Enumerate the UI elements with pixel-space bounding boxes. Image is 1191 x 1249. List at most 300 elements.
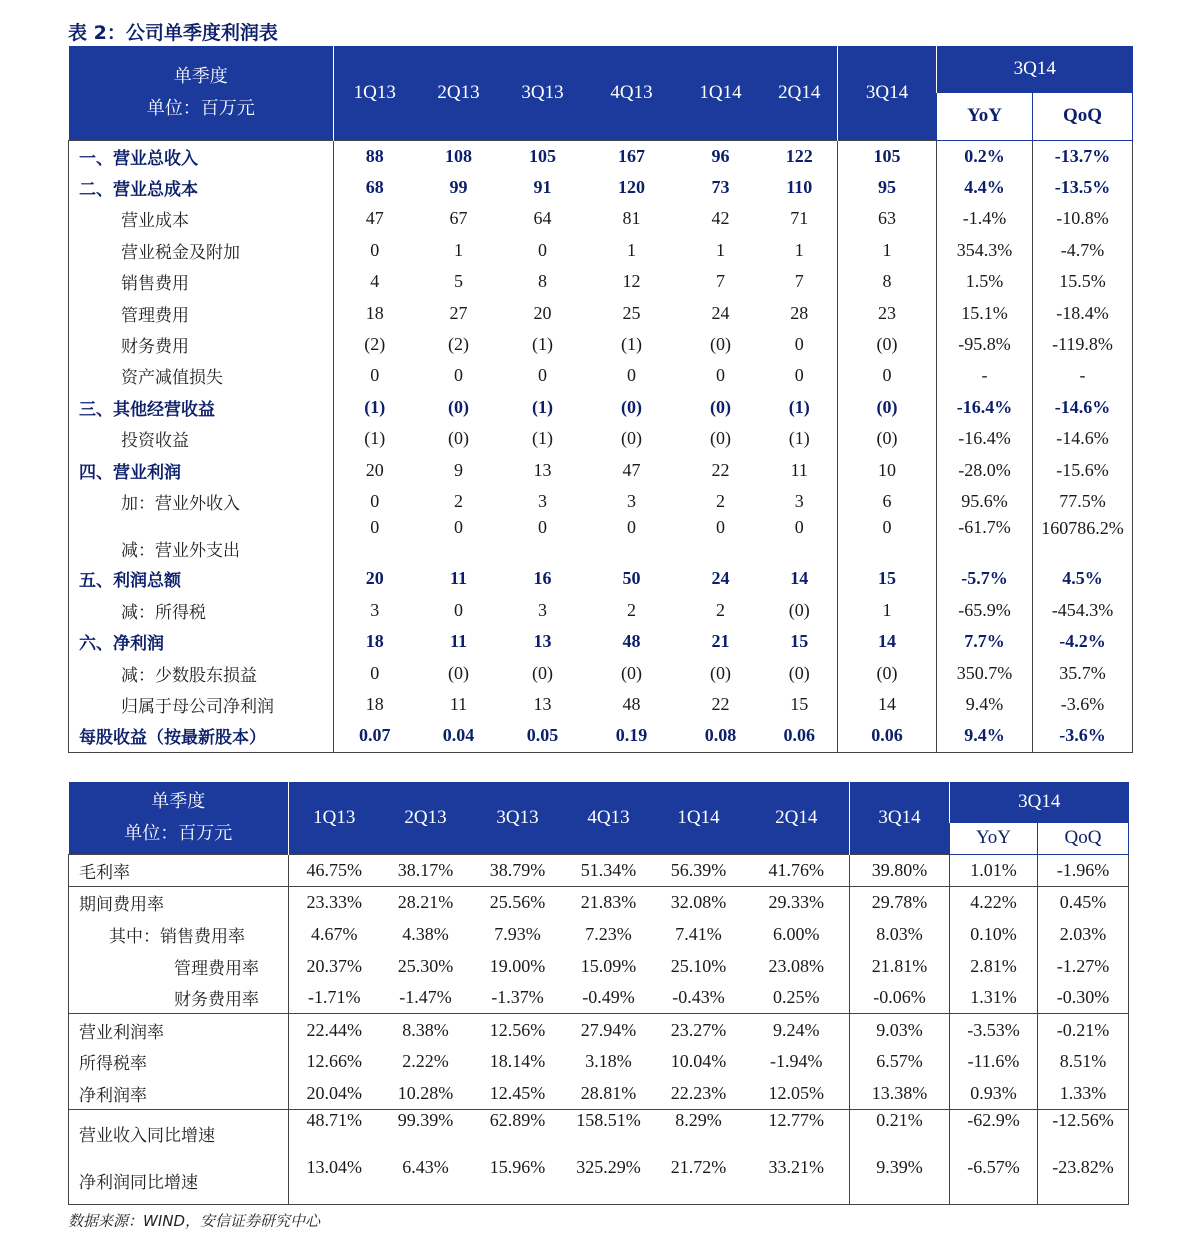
value-cell: 105 bbox=[838, 140, 937, 172]
table-row bbox=[69, 1110, 1129, 1158]
value-cell: 25.10% bbox=[670, 955, 727, 976]
value-cell: 12.05% bbox=[768, 1082, 824, 1103]
value-cell: 46.75% bbox=[289, 854, 380, 887]
yoy-cell: 354.3% bbox=[937, 235, 1033, 266]
value-cell: -0.43% bbox=[672, 987, 725, 1008]
value-cell: 1 bbox=[838, 595, 937, 626]
value-cell: (0) bbox=[621, 428, 642, 449]
qoq-cell: -4.2% bbox=[1059, 631, 1106, 652]
value-cell: 2 bbox=[716, 490, 725, 511]
table-row bbox=[69, 950, 1129, 982]
value-cell: 0 bbox=[370, 517, 380, 538]
row-label: 营业税金及附加 bbox=[69, 235, 334, 266]
row-label: 管理费用率 bbox=[69, 950, 289, 982]
value-cell: 0.06 bbox=[838, 720, 937, 752]
qoq-cell: -4.7% bbox=[1060, 239, 1105, 260]
value-cell: 0.05 bbox=[502, 720, 584, 752]
value-cell: 21 bbox=[711, 631, 730, 652]
value-cell: 21.81% bbox=[850, 950, 950, 982]
value-cell: 18 bbox=[365, 631, 384, 652]
value-cell: 25.56% bbox=[472, 887, 564, 919]
row-label: 二、营业总成本 bbox=[69, 172, 334, 203]
value-cell: (0) bbox=[448, 428, 469, 449]
value-cell: 11 bbox=[790, 459, 808, 480]
value-cell: 7.93% bbox=[494, 923, 541, 944]
value-cell: 0 bbox=[454, 365, 463, 386]
value-cell: 0 bbox=[627, 517, 636, 538]
value-cell: 9.03% bbox=[850, 1014, 950, 1046]
value-cell: 96 bbox=[711, 145, 730, 166]
value-cell: 15 bbox=[790, 631, 809, 652]
qoq-cell: - bbox=[1079, 365, 1086, 386]
yoy-cell: 0.93% bbox=[950, 1078, 1038, 1110]
table-row bbox=[69, 982, 1129, 1014]
value-cell: 95 bbox=[838, 172, 937, 203]
qoq-cell: -15.6% bbox=[1056, 459, 1109, 480]
value-cell: 0 bbox=[716, 365, 725, 386]
value-cell: 51.34% bbox=[564, 854, 654, 887]
yoy-cell: 1.5% bbox=[937, 266, 1033, 297]
col-header: 3Q14 bbox=[850, 782, 950, 854]
value-cell: (1) bbox=[788, 396, 810, 417]
value-cell: 62.89% bbox=[472, 1110, 564, 1158]
value-cell: 3 bbox=[794, 490, 804, 511]
value-cell: 3 bbox=[538, 490, 547, 511]
value-cell: 9 bbox=[454, 459, 463, 480]
yoy-header: YoY bbox=[950, 822, 1038, 854]
value-cell: 13.04% bbox=[289, 1157, 380, 1205]
value-cell: 28 bbox=[790, 302, 809, 323]
ratio-table-header bbox=[69, 782, 1129, 854]
value-cell: 21.72% bbox=[654, 1157, 744, 1205]
value-cell: 20.04% bbox=[306, 1082, 362, 1103]
value-cell: 0.04 bbox=[416, 720, 502, 752]
value-cell: 91 bbox=[533, 177, 552, 198]
value-cell: 33.21% bbox=[744, 1157, 850, 1205]
value-cell: (0) bbox=[532, 662, 553, 683]
value-cell: 0 bbox=[538, 517, 547, 538]
yoy-cell: -1.4% bbox=[937, 203, 1033, 234]
value-cell: (0) bbox=[710, 396, 731, 417]
value-cell: 29.78% bbox=[850, 887, 950, 919]
qoq-cell: 2.03% bbox=[1059, 923, 1107, 944]
row-label: 其中：销售费用率 bbox=[69, 919, 289, 951]
value-cell: 99 bbox=[449, 177, 468, 198]
row-label: 投资收益 bbox=[69, 423, 334, 454]
value-cell: (0) bbox=[448, 396, 469, 417]
value-cell: 13 bbox=[533, 631, 552, 652]
value-cell: 23 bbox=[838, 297, 937, 328]
profit-table-header bbox=[69, 46, 1133, 140]
qoq-cell: -14.6% bbox=[1056, 428, 1109, 449]
value-cell: 0.25% bbox=[773, 987, 820, 1008]
qoq-cell: -23.82% bbox=[1038, 1157, 1129, 1205]
qoq-cell: 160786.2% bbox=[1041, 518, 1124, 539]
row-label: 归属于母公司净利润 bbox=[69, 689, 334, 720]
compare-group-header: 3Q14 bbox=[950, 782, 1129, 822]
header-unit: 单位：百万元 bbox=[146, 97, 255, 119]
value-cell: -0.06% bbox=[850, 982, 950, 1014]
value-cell: 12 bbox=[622, 271, 641, 292]
yoy-cell: -16.4% bbox=[937, 392, 1033, 423]
row-label: 期间费用率 bbox=[69, 887, 289, 919]
table-row bbox=[69, 172, 1133, 203]
qoq-cell: 77.5% bbox=[1059, 490, 1106, 511]
yoy-cell: -3.53% bbox=[950, 1014, 1038, 1046]
value-cell: (2) bbox=[448, 334, 469, 355]
value-cell: 39.80% bbox=[850, 854, 950, 887]
value-cell: 0 bbox=[370, 365, 380, 386]
value-cell: 15.96% bbox=[472, 1157, 564, 1205]
value-cell: 2.22% bbox=[402, 1051, 449, 1072]
qoq-cell: -14.6% bbox=[1054, 396, 1111, 417]
value-cell: 22.44% bbox=[289, 1014, 380, 1046]
value-cell: 2 bbox=[454, 490, 463, 511]
row-label: 营业利润率 bbox=[69, 1014, 289, 1046]
value-cell: 7 bbox=[716, 271, 725, 292]
value-cell: 10.28% bbox=[397, 1082, 454, 1103]
table-row bbox=[69, 1014, 1129, 1046]
yoy-cell: 2.81% bbox=[950, 950, 1038, 982]
table-row bbox=[69, 657, 1133, 688]
value-cell: 6.00% bbox=[773, 923, 820, 944]
value-cell: 0.21% bbox=[850, 1110, 950, 1158]
value-cell: 15 bbox=[838, 563, 937, 594]
value-cell: 0 bbox=[370, 239, 380, 260]
col-header: 4Q13 bbox=[584, 46, 680, 140]
yoy-cell: 0.10% bbox=[950, 919, 1038, 951]
value-cell: 63 bbox=[838, 203, 937, 234]
value-cell: 3 bbox=[627, 490, 636, 511]
value-cell: 27 bbox=[449, 302, 468, 323]
value-cell: 18 bbox=[365, 693, 384, 714]
qoq-cell: 4.5% bbox=[1062, 568, 1103, 589]
value-cell: 8.38% bbox=[380, 1014, 472, 1046]
table-row bbox=[69, 595, 1133, 626]
qoq-cell: -10.8% bbox=[1056, 208, 1109, 229]
value-cell: 0 bbox=[370, 490, 380, 511]
value-cell: 56.39% bbox=[654, 854, 744, 887]
value-cell: (0) bbox=[788, 662, 810, 683]
qoq-cell: -1.27% bbox=[1056, 955, 1110, 976]
qoq-cell: -18.4% bbox=[1056, 302, 1109, 323]
qoq-cell: -0.30% bbox=[1056, 987, 1110, 1008]
qoq-cell: 0.45% bbox=[1038, 887, 1129, 919]
value-cell: 14 bbox=[838, 689, 937, 720]
qoq-cell: 35.7% bbox=[1059, 662, 1106, 683]
yoy-cell: -62.9% bbox=[950, 1110, 1038, 1158]
row-label: 加：营业外收入 bbox=[69, 486, 334, 517]
table-row bbox=[69, 563, 1133, 594]
value-cell: 9.24% bbox=[744, 1014, 850, 1046]
value-cell: (0) bbox=[838, 392, 937, 423]
table-row bbox=[69, 454, 1133, 485]
value-cell: 20 bbox=[533, 302, 552, 323]
table-row bbox=[69, 689, 1133, 720]
value-cell: 15.09% bbox=[580, 955, 637, 976]
value-cell: 120 bbox=[618, 177, 645, 198]
value-cell: 0 bbox=[838, 360, 937, 391]
value-cell: 0 bbox=[716, 517, 725, 538]
value-cell: 88 bbox=[365, 145, 384, 166]
value-cell: 6.57% bbox=[850, 1046, 950, 1078]
header-period: 单季度 bbox=[173, 65, 228, 87]
value-cell: -1.37% bbox=[491, 987, 544, 1008]
value-cell: 1 bbox=[627, 239, 636, 260]
table-row bbox=[69, 854, 1129, 887]
col-header: 2Q13 bbox=[380, 782, 472, 854]
col-header: 2Q13 bbox=[416, 46, 502, 140]
value-cell: 3 bbox=[538, 599, 547, 620]
col-header: 3Q14 bbox=[838, 46, 937, 140]
value-cell: 0 bbox=[794, 517, 804, 538]
value-cell: 10.04% bbox=[670, 1051, 727, 1072]
value-cell: 99.39% bbox=[380, 1110, 472, 1158]
value-cell: 14 bbox=[838, 626, 937, 657]
value-cell: 0 bbox=[454, 599, 463, 620]
value-cell: 23.08% bbox=[768, 955, 824, 976]
qoq-cell: -119.8% bbox=[1052, 334, 1113, 355]
value-cell: (1) bbox=[532, 396, 553, 417]
row-label: 营业收入同比增速 bbox=[69, 1110, 289, 1158]
row-label: 管理费用 bbox=[69, 297, 334, 328]
value-cell: 11 bbox=[449, 631, 467, 652]
header-unit: 单位：百万元 bbox=[124, 822, 233, 844]
qoq-cell: -1.96% bbox=[1038, 854, 1129, 887]
value-cell: 4 bbox=[370, 271, 380, 292]
value-cell: 0 bbox=[627, 365, 636, 386]
table-row bbox=[69, 140, 1133, 172]
col-header: 1Q14 bbox=[654, 782, 744, 854]
value-cell: 0.07 bbox=[334, 720, 416, 752]
yoy-cell: -95.8% bbox=[937, 329, 1033, 360]
col-header: 3Q13 bbox=[502, 46, 584, 140]
value-cell: (0) bbox=[710, 662, 731, 683]
value-cell: (1) bbox=[621, 334, 642, 355]
profit-table-body bbox=[69, 140, 1133, 752]
header-period: 单季度 bbox=[151, 790, 206, 812]
qoq-cell: -13.5% bbox=[1054, 177, 1111, 198]
value-cell: 47 bbox=[622, 459, 641, 480]
value-cell: 8.29% bbox=[654, 1110, 744, 1158]
yoy-cell: 7.7% bbox=[937, 626, 1033, 657]
value-cell: 13.38% bbox=[850, 1078, 950, 1110]
value-cell: 4.38% bbox=[402, 923, 449, 944]
value-cell: 12.77% bbox=[744, 1110, 850, 1158]
value-cell: 20 bbox=[365, 459, 384, 480]
col-header: 1Q14 bbox=[680, 46, 762, 140]
table-row bbox=[69, 360, 1133, 391]
yoy-cell: -5.7% bbox=[937, 563, 1033, 594]
value-cell: 0.08 bbox=[680, 720, 762, 752]
compare-group-header: 3Q14 bbox=[937, 46, 1133, 92]
value-cell: 13 bbox=[533, 693, 552, 714]
value-cell: 21.83% bbox=[564, 887, 654, 919]
value-cell: 28.81% bbox=[580, 1082, 637, 1103]
row-label: 减：营业外支出 bbox=[69, 517, 334, 563]
value-cell: (0) bbox=[838, 329, 937, 360]
value-cell: 38.17% bbox=[380, 854, 472, 887]
yoy-cell: 4.22% bbox=[950, 887, 1038, 919]
row-label: 减：所得税 bbox=[69, 595, 334, 626]
value-cell: 2 bbox=[627, 599, 636, 620]
value-cell: 0 bbox=[538, 365, 547, 386]
value-cell: 15 bbox=[790, 693, 809, 714]
value-cell: 0.06 bbox=[762, 720, 838, 752]
value-cell: 41.76% bbox=[744, 854, 850, 887]
value-cell: 0 bbox=[370, 662, 380, 683]
value-cell: 48.71% bbox=[289, 1110, 380, 1158]
table-row bbox=[69, 1046, 1129, 1078]
value-cell: 9.39% bbox=[850, 1157, 950, 1205]
value-cell: 71 bbox=[790, 208, 809, 229]
value-cell: (0) bbox=[448, 662, 469, 683]
qoq-cell: 1.33% bbox=[1059, 1082, 1107, 1103]
row-label: 营业成本 bbox=[69, 203, 334, 234]
ratio-table bbox=[68, 782, 1129, 1205]
value-cell: -1.71% bbox=[308, 987, 361, 1008]
value-cell: 3.18% bbox=[585, 1051, 632, 1072]
value-cell: 47 bbox=[365, 208, 384, 229]
value-cell: 7.23% bbox=[585, 923, 632, 944]
value-cell: 11 bbox=[449, 693, 468, 714]
table-row bbox=[69, 486, 1133, 517]
value-cell: 2 bbox=[716, 599, 725, 620]
yoy-cell: - bbox=[937, 360, 1033, 391]
value-cell: 11 bbox=[449, 568, 467, 589]
value-cell: 167 bbox=[618, 145, 645, 166]
value-cell: 108 bbox=[445, 145, 472, 166]
col-header: 1Q13 bbox=[289, 782, 380, 854]
table-row bbox=[69, 203, 1133, 234]
col-header: 2Q14 bbox=[744, 782, 850, 854]
value-cell: 13 bbox=[533, 459, 552, 480]
value-cell: 12.45% bbox=[489, 1082, 546, 1103]
value-cell: (1) bbox=[364, 396, 386, 417]
qoq-cell: -13.7% bbox=[1054, 145, 1111, 166]
profit-table bbox=[68, 46, 1133, 753]
row-label: 六、净利润 bbox=[69, 626, 334, 657]
value-cell: 18 bbox=[365, 302, 384, 323]
row-label: 所得税率 bbox=[69, 1046, 289, 1078]
row-label: 五、利润总额 bbox=[69, 563, 334, 594]
yoy-cell: -16.4% bbox=[937, 423, 1033, 454]
header-label-cell bbox=[69, 782, 289, 854]
value-cell: 12.66% bbox=[306, 1051, 362, 1072]
yoy-cell: -65.9% bbox=[937, 595, 1033, 626]
col-header: 2Q14 bbox=[762, 46, 838, 140]
yoy-cell: 9.4% bbox=[937, 720, 1033, 752]
value-cell: 22 bbox=[711, 459, 730, 480]
value-cell: 12.56% bbox=[472, 1014, 564, 1046]
value-cell: 0.19 bbox=[584, 720, 680, 752]
value-cell: 105 bbox=[529, 145, 556, 166]
yoy-cell: 15.1% bbox=[937, 297, 1033, 328]
yoy-header: YoY bbox=[937, 92, 1033, 140]
value-cell: (0) bbox=[838, 657, 937, 688]
value-cell: 38.79% bbox=[472, 854, 564, 887]
value-cell: 5 bbox=[454, 271, 463, 292]
yoy-cell: -11.6% bbox=[950, 1046, 1038, 1078]
table-row bbox=[69, 392, 1133, 423]
table-row bbox=[69, 423, 1133, 454]
table-row bbox=[69, 235, 1133, 266]
value-cell: 19.00% bbox=[489, 955, 546, 976]
value-cell: 20 bbox=[365, 568, 384, 589]
value-cell: -1.47% bbox=[399, 987, 452, 1008]
qoq-cell: 8.51% bbox=[1059, 1051, 1107, 1072]
yoy-cell: 1.01% bbox=[950, 854, 1038, 887]
value-cell: 3 bbox=[370, 599, 380, 620]
value-cell: 8.03% bbox=[850, 919, 950, 951]
value-cell: (0) bbox=[838, 423, 937, 454]
value-cell: 7 bbox=[794, 271, 804, 292]
value-cell: 28.21% bbox=[380, 887, 472, 919]
yoy-cell: 350.7% bbox=[937, 657, 1033, 688]
value-cell: (2) bbox=[364, 334, 386, 355]
value-cell: (1) bbox=[532, 334, 553, 355]
value-cell: 10 bbox=[838, 454, 937, 485]
value-cell: 81 bbox=[622, 208, 641, 229]
row-label: 每股收益（按最新股本） bbox=[69, 720, 334, 752]
value-cell: 0 bbox=[454, 517, 463, 538]
value-cell: (0) bbox=[710, 428, 731, 449]
col-header: 1Q13 bbox=[334, 46, 416, 140]
qoq-cell: -0.21% bbox=[1038, 1014, 1129, 1046]
value-cell: 48 bbox=[622, 693, 641, 714]
yoy-cell: -28.0% bbox=[937, 454, 1033, 485]
value-cell: 0 bbox=[538, 239, 547, 260]
row-label: 净利润率 bbox=[69, 1078, 289, 1110]
value-cell: 6 bbox=[838, 486, 937, 517]
source-note: 数据来源：WIND，安信证券研究中心 bbox=[68, 1212, 321, 1230]
value-cell: 22 bbox=[711, 693, 730, 714]
qoq-cell: 15.5% bbox=[1059, 271, 1106, 292]
value-cell: 0 bbox=[838, 517, 937, 563]
row-label: 财务费用 bbox=[69, 329, 334, 360]
qoq-cell: -3.6% bbox=[1033, 720, 1133, 752]
value-cell: (1) bbox=[364, 428, 386, 449]
table-row bbox=[69, 1157, 1129, 1205]
ratio-table-body bbox=[69, 854, 1129, 1205]
value-cell: 122 bbox=[785, 145, 813, 166]
value-cell: 64 bbox=[533, 208, 552, 229]
yoy-cell: -61.7% bbox=[937, 517, 1033, 563]
value-cell: 7.41% bbox=[675, 923, 722, 944]
table-row bbox=[69, 329, 1133, 360]
value-cell: 32.08% bbox=[654, 887, 744, 919]
value-cell: 6.43% bbox=[380, 1157, 472, 1205]
value-cell: 8 bbox=[538, 271, 547, 292]
value-cell: -1.94% bbox=[770, 1051, 823, 1072]
table-row bbox=[69, 887, 1129, 919]
row-label: 销售费用 bbox=[69, 266, 334, 297]
value-cell: 50 bbox=[622, 568, 641, 589]
value-cell: 1 bbox=[716, 239, 725, 260]
col-header: 4Q13 bbox=[564, 782, 654, 854]
yoy-cell: 9.4% bbox=[937, 689, 1033, 720]
value-cell: 68 bbox=[365, 177, 384, 198]
value-cell: 4.67% bbox=[311, 923, 358, 944]
value-cell: (0) bbox=[621, 662, 642, 683]
value-cell: 0 bbox=[794, 334, 804, 355]
value-cell: 14 bbox=[790, 568, 809, 589]
row-label: 三、其他经营收益 bbox=[69, 392, 334, 423]
value-cell: 48 bbox=[622, 631, 641, 652]
value-cell: 67 bbox=[449, 208, 468, 229]
yoy-cell: 1.31% bbox=[950, 982, 1038, 1014]
value-cell: 325.29% bbox=[564, 1157, 654, 1205]
